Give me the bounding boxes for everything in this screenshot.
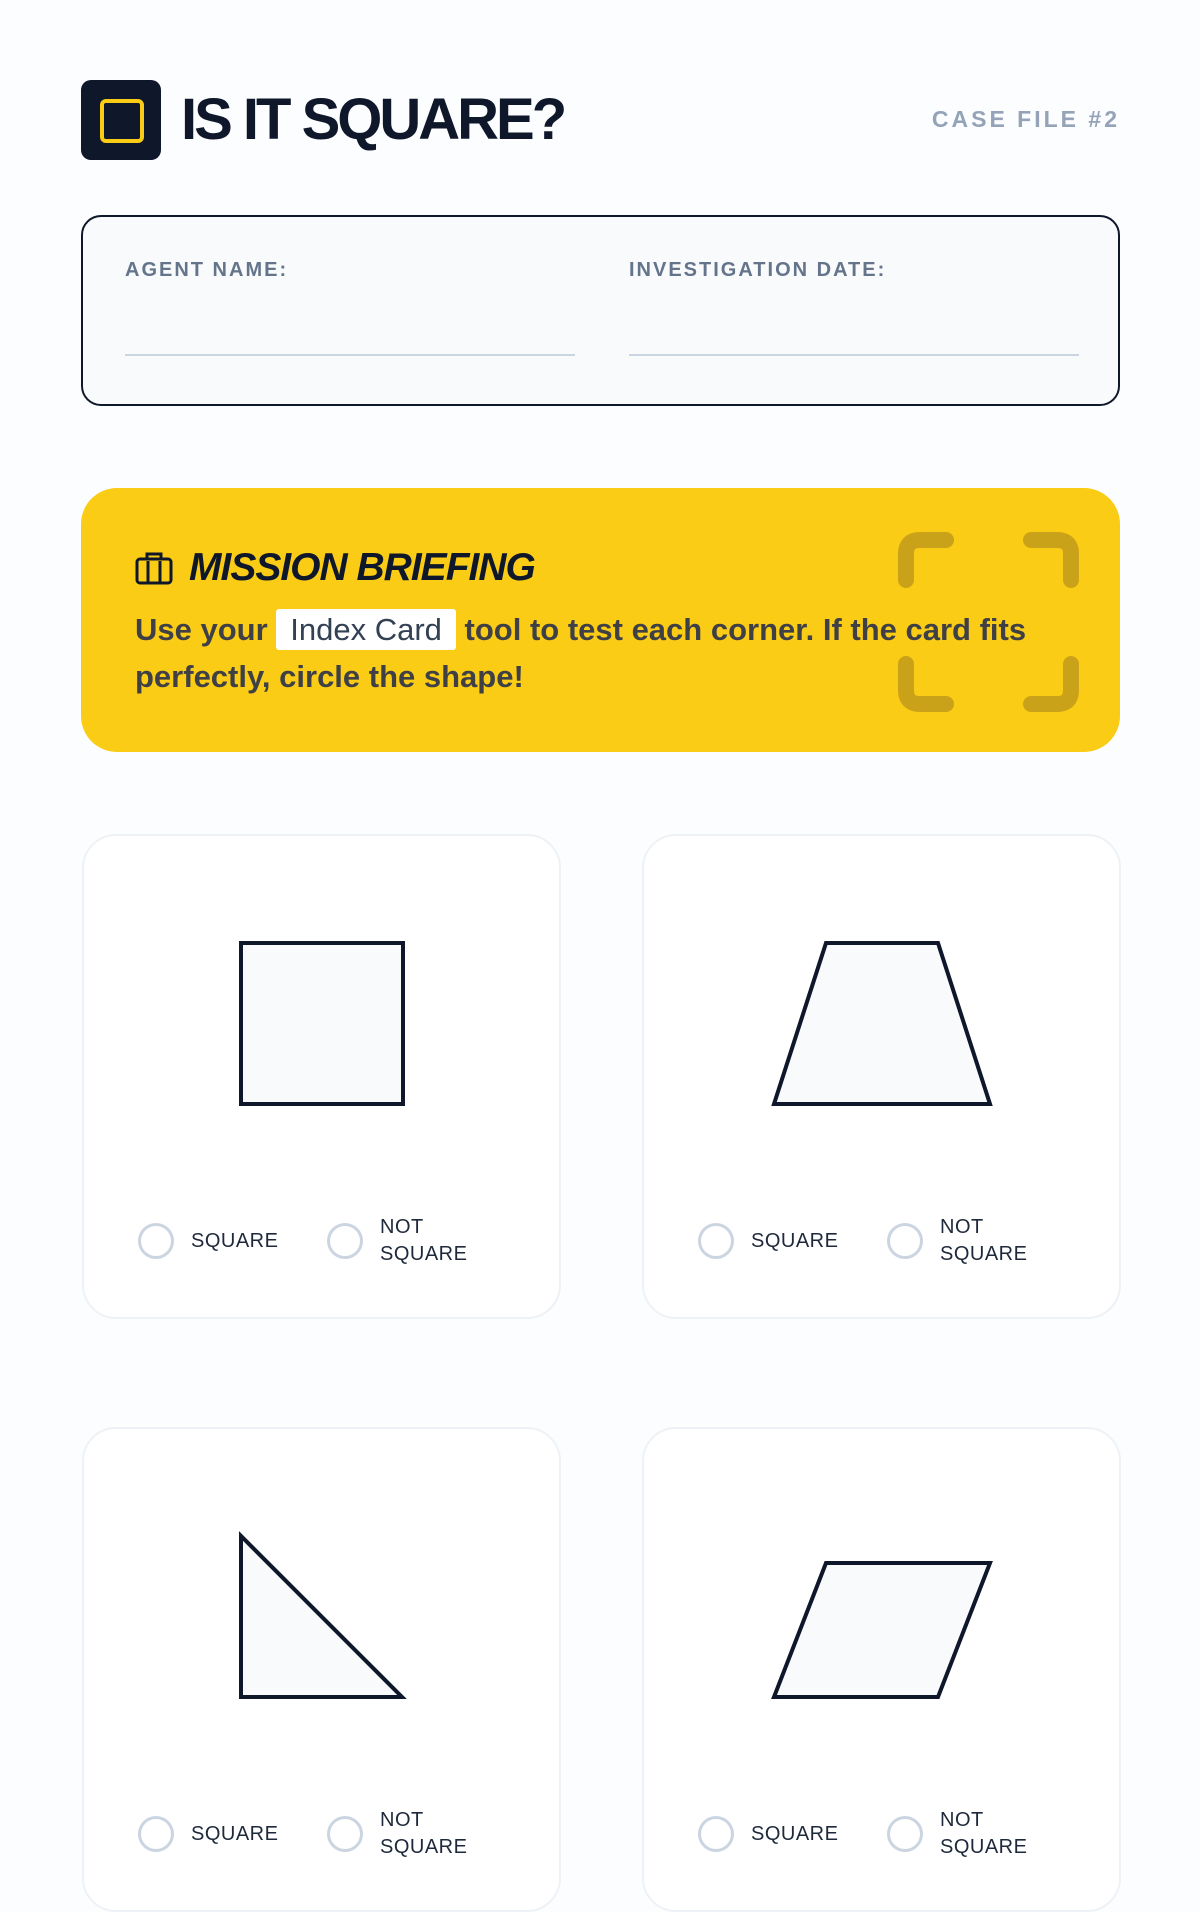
shape-card-trapezoid (642, 834, 1121, 1319)
option-label: NOT SQUARE (380, 1809, 468, 1858)
radio-square[interactable] (698, 1223, 734, 1259)
radio-not-square[interactable] (887, 1223, 923, 1259)
option-label: SQUARE (751, 1229, 839, 1252)
radio-square[interactable] (698, 1816, 734, 1852)
radio-square[interactable] (138, 1816, 174, 1852)
logo (81, 80, 161, 160)
option-label: NOT SQUARE (940, 1216, 1028, 1265)
radio-not-square[interactable] (327, 1816, 363, 1852)
option-label: NOT SQUARE (940, 1809, 1028, 1858)
page-title: IS IT SQUARE? (181, 87, 565, 152)
briefcase-icon (135, 549, 173, 587)
header (81, 80, 1120, 160)
corner-brackets-icon (898, 532, 1079, 712)
briefing-text-start: Use your (135, 612, 277, 647)
agent-name-line[interactable] (125, 354, 575, 356)
agent-name-label: AGENT NAME: (125, 259, 289, 281)
shape-card-triangle (82, 1427, 561, 1912)
option-label: SQUARE (751, 1822, 839, 1845)
radio-square[interactable] (138, 1223, 174, 1259)
investigation-date-label: INVESTIGATION DATE: (629, 259, 887, 281)
briefing-text-end: tool to test each corner. If the card fits perfectly, circle the shape! (135, 612, 1027, 694)
radio-not-square[interactable] (327, 1223, 363, 1259)
option-label: NOT SQUARE (380, 1216, 468, 1265)
case-file-number: CASE FILE #2 (931, 106, 1120, 132)
option-label: SQUARE (191, 1822, 279, 1845)
shape-card-square (82, 834, 561, 1319)
option-label: SQUARE (191, 1229, 279, 1252)
shape-card-parallelogram (642, 1427, 1121, 1912)
square-icon (100, 99, 144, 143)
agent-name-field[interactable] (125, 259, 575, 282)
radio-not-square[interactable] (887, 1816, 923, 1852)
agent-info-box (81, 215, 1120, 406)
mission-briefing (81, 488, 1120, 752)
investigation-date-line[interactable] (629, 354, 1079, 356)
briefing-title: MISSION BRIEFING (189, 546, 535, 589)
investigation-date-field[interactable] (629, 259, 1079, 282)
index-card-highlight: Index Card (276, 609, 456, 650)
